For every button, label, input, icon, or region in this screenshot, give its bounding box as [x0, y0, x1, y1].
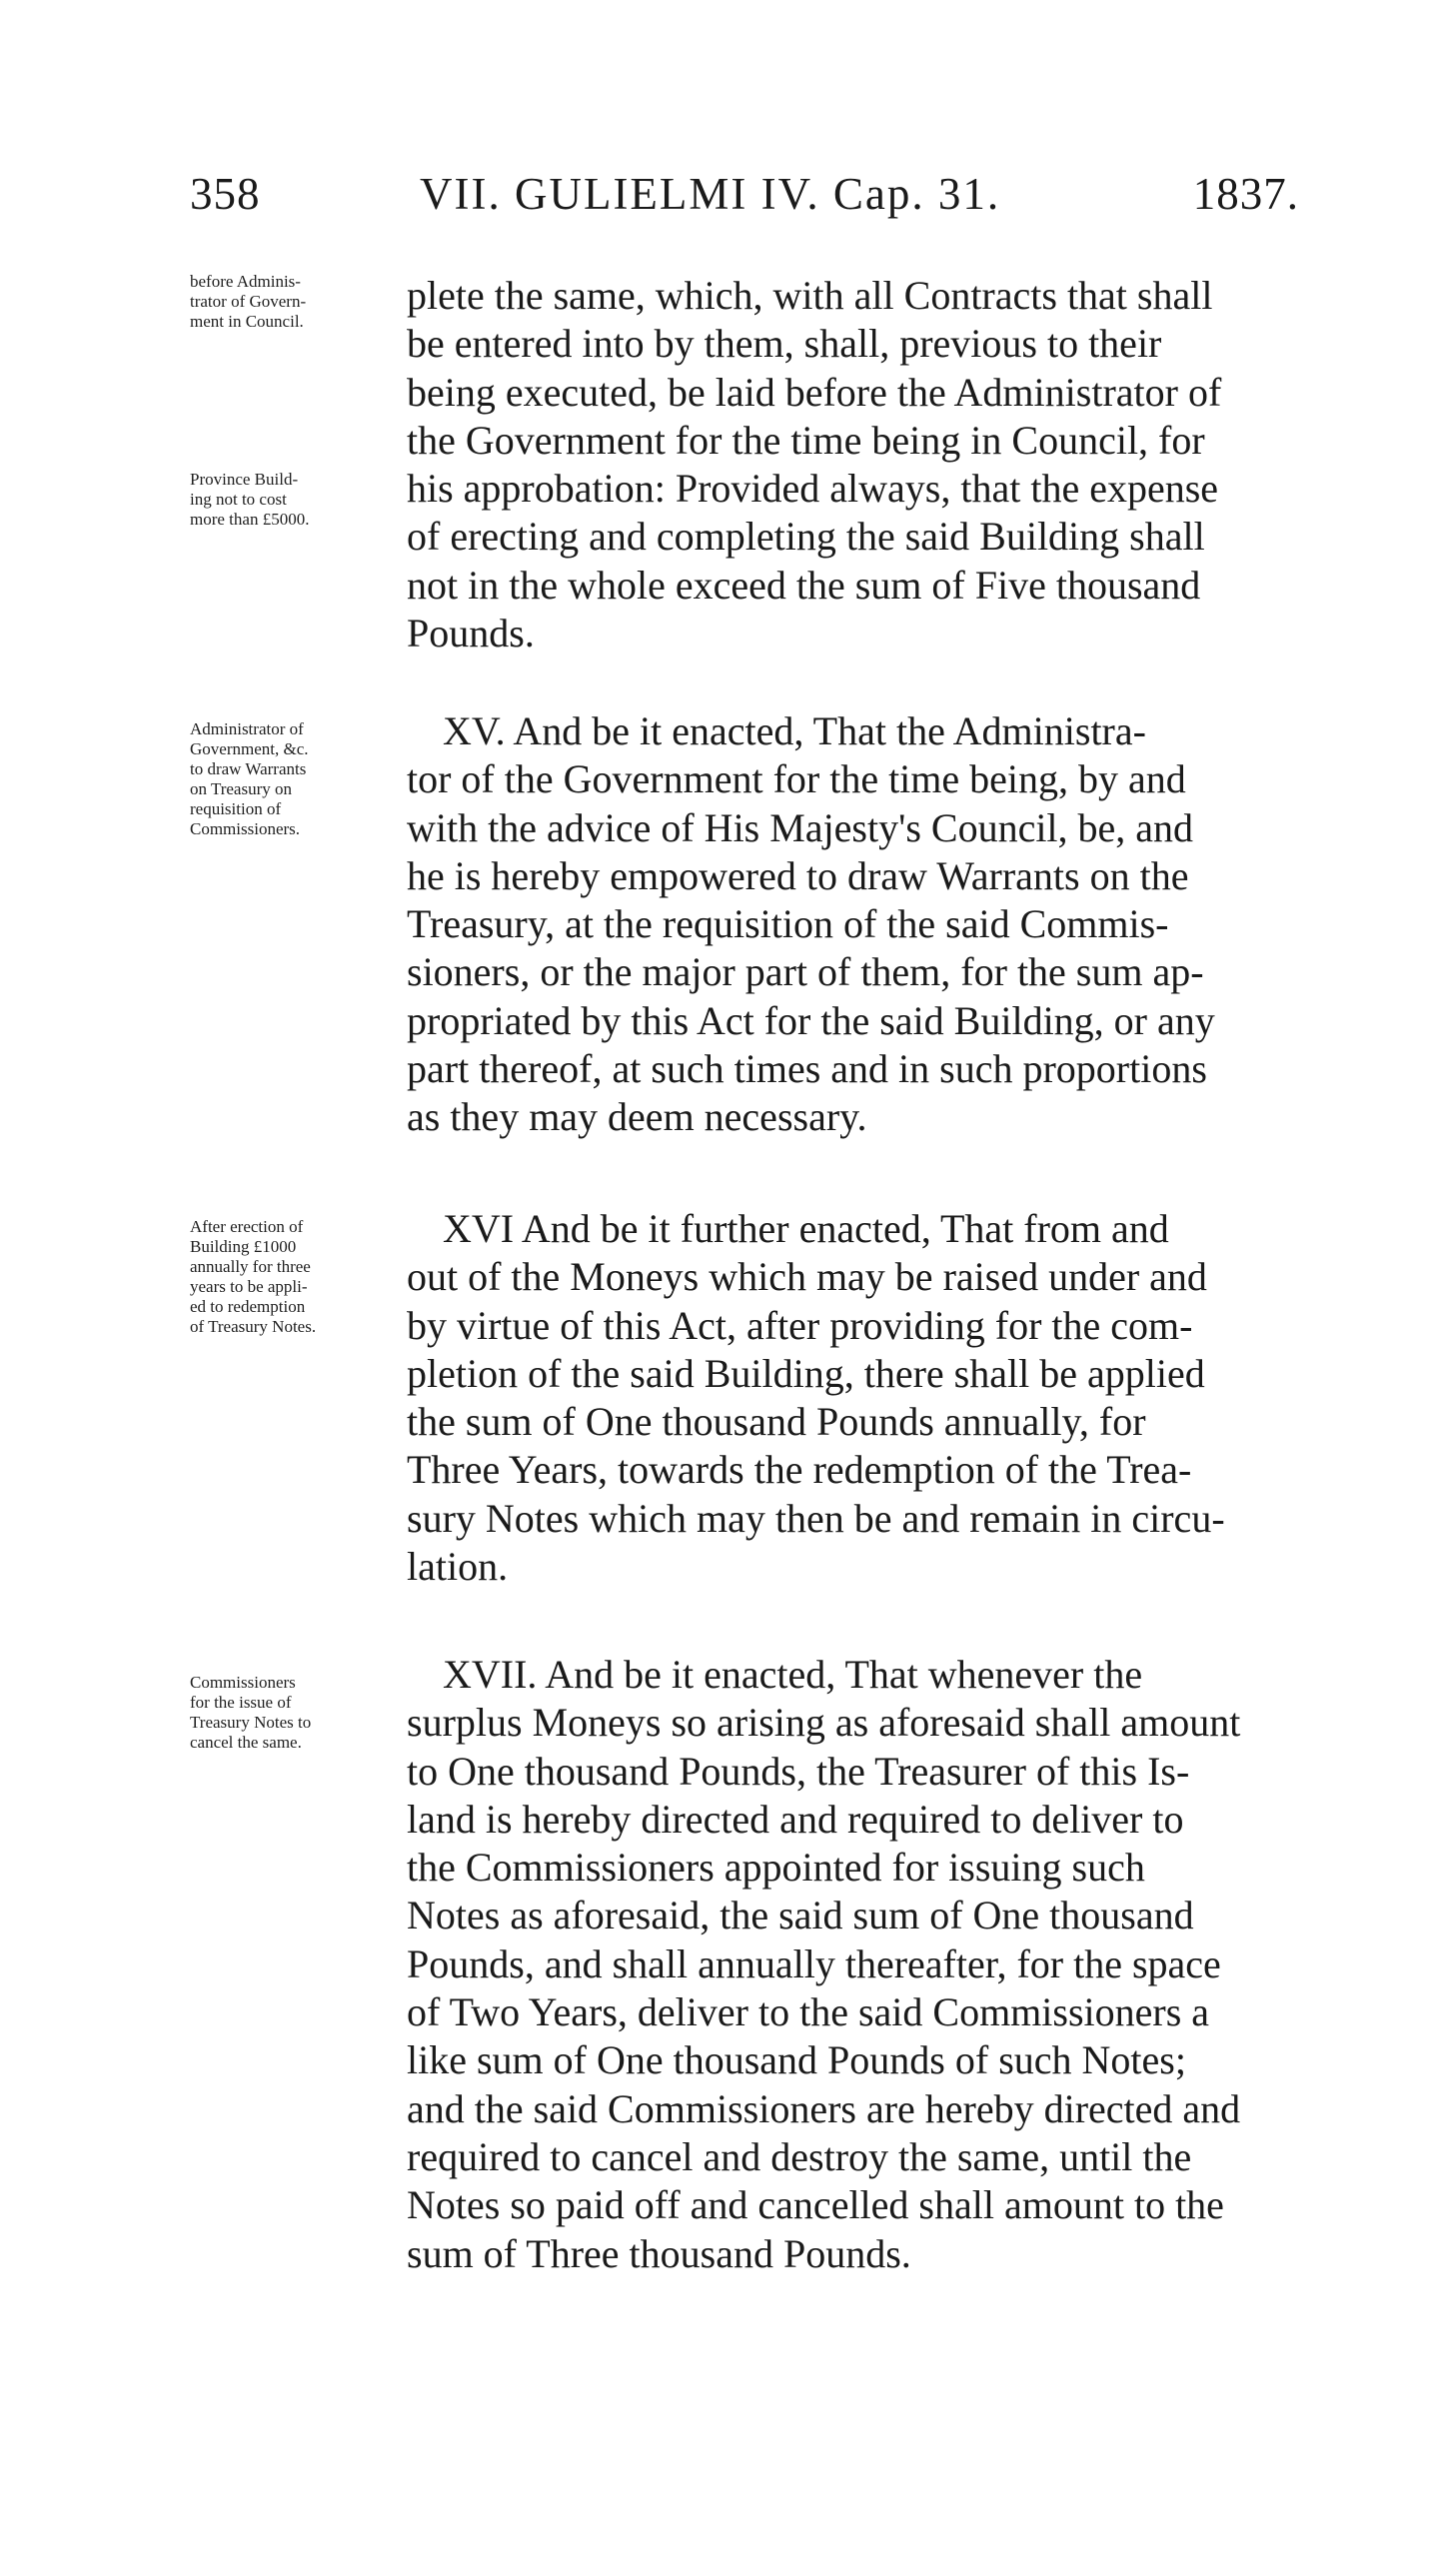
running-head [190, 168, 1299, 228]
margin-note-line: Province Build- [190, 470, 299, 489]
text-line: out of the Moneys which may be raised under and [407, 1254, 1207, 1300]
text-line: Notes so paid off and cancelled shall amount to the [407, 2182, 1224, 2228]
margin-note-line: more than £5000. [190, 510, 310, 529]
margin-note-line: Commissioners. [190, 819, 301, 838]
margin-note-administrator-approval [190, 272, 400, 332]
text-line: part thereof, at such times and in such proportions [407, 1046, 1207, 1092]
text-line: XVI And be it further enacted, That from and [443, 1206, 1169, 1251]
margin-note-line: before Adminis- [190, 272, 301, 291]
text-line: surplus Moneys so arising as aforesaid shall amount [407, 1700, 1241, 1746]
text-line: not in the whole exceed the sum of Five thousand [407, 562, 1201, 608]
text-line: pletion of the said Building, there shall be applied [407, 1350, 1205, 1396]
text-line: lation. [407, 1544, 509, 1590]
text-line: Pounds, and shall annually thereafter, for the space [407, 1940, 1221, 1986]
text-line: XV. And be it enacted, That the Administra- [443, 708, 1146, 753]
margin-note-line: cancel the same. [190, 1733, 302, 1752]
text-line: the sum of One thousand Pounds annually, for [407, 1399, 1146, 1445]
margin-note-line: ment in Council. [190, 312, 304, 331]
margin-note-line: annually for three [190, 1257, 311, 1276]
text-line: sury Notes which may then be and remain in circu- [407, 1495, 1225, 1541]
text-line: the Government for the time being in Council, for [407, 417, 1205, 463]
section-body [407, 272, 1296, 657]
margin-note-line: Treasury Notes to [190, 1713, 312, 1732]
text-line: plete the same, which, with all Contracts that shall [407, 273, 1213, 318]
margin-note-line: on Treasury on [190, 779, 293, 798]
margin-note-line: ing not to cost [190, 490, 287, 509]
text-line: with the advice of His Majesty's Council, be, and [407, 804, 1194, 850]
text-line: XVII. And be it enacted, That whenever the [443, 1652, 1143, 1697]
margin-note-line: Government, &c. [190, 739, 309, 758]
page-number: 358 [190, 169, 261, 219]
text-line: of erecting and completing the said Building shall [407, 514, 1205, 560]
text-line: of Two Years, deliver to the said Commissioners a [407, 1989, 1210, 2035]
margin-note-line: Administrator of [190, 719, 304, 738]
text-line: Pounds. [407, 611, 535, 656]
text-line: Notes as aforesaid, the said sum of One thousand [407, 1893, 1194, 1938]
margin-note-redemption [190, 1217, 400, 1337]
text-line: his approbation: Provided always, that the expense [407, 466, 1219, 512]
text-line: sum of Three thousand Pounds. [407, 2230, 911, 2276]
margin-note-line: After erection of [190, 1217, 304, 1236]
margin-note-cancel-notes [190, 1673, 400, 1753]
text-line: required to cancel and destroy the same, until the [407, 2133, 1192, 2179]
text-line: be entered into by them, shall, previous to their [407, 321, 1162, 367]
margin-note-line: Building £1000 [190, 1237, 297, 1256]
margin-note-line: years to be appli- [190, 1277, 308, 1296]
text-line: as they may deem necessary. [407, 1094, 867, 1140]
text-line: and the said Commissioners are hereby directed and [407, 2085, 1241, 2131]
text-line: by virtue of this Act, after providing for the com- [407, 1302, 1193, 1348]
text-line: like sum of One thousand Pounds of such Notes; [407, 2037, 1186, 2083]
text-line: sioners, or the major part of them, for the sum ap- [407, 949, 1204, 995]
margin-note-building-cost [190, 470, 400, 530]
section-body [407, 1205, 1296, 1591]
text-line: Three Years, towards the redemption of the Trea- [407, 1447, 1192, 1493]
section-body [407, 1651, 1296, 2278]
margin-note-line: for the issue of [190, 1693, 292, 1712]
text-line: tor of the Government for the time being, by and [407, 756, 1186, 802]
margin-note-line: ed to redemption [190, 1297, 306, 1316]
margin-note-draw-warrants [190, 719, 400, 839]
text-line: land is hereby directed and required to deliver to [407, 1796, 1184, 1842]
text-line: he is hereby empowered to draw Warrants on the [407, 852, 1189, 898]
text-line: propriated by this Act for the said Building, or any [407, 997, 1215, 1043]
margin-note-line: Commissioners [190, 1673, 296, 1692]
section-body [407, 707, 1296, 1142]
margin-note-line: requisition of [190, 799, 282, 818]
text-line: to One thousand Pounds, the Treasurer of this Is- [407, 1748, 1190, 1794]
margin-note-line: to draw Warrants [190, 759, 307, 778]
act-title: VII. GULIELMI IV. Cap. 31. [420, 169, 1001, 219]
margin-note-line: trator of Govern- [190, 292, 307, 311]
year: 1837. [1192, 169, 1299, 219]
text-line: the Commissioners appointed for issuing such [407, 1845, 1145, 1891]
text-line: Treasury, at the requisition of the said Commis- [407, 901, 1169, 947]
margin-note-line: of Treasury Notes. [190, 1317, 317, 1336]
text-line: being executed, be laid before the Administrator of [407, 369, 1222, 415]
